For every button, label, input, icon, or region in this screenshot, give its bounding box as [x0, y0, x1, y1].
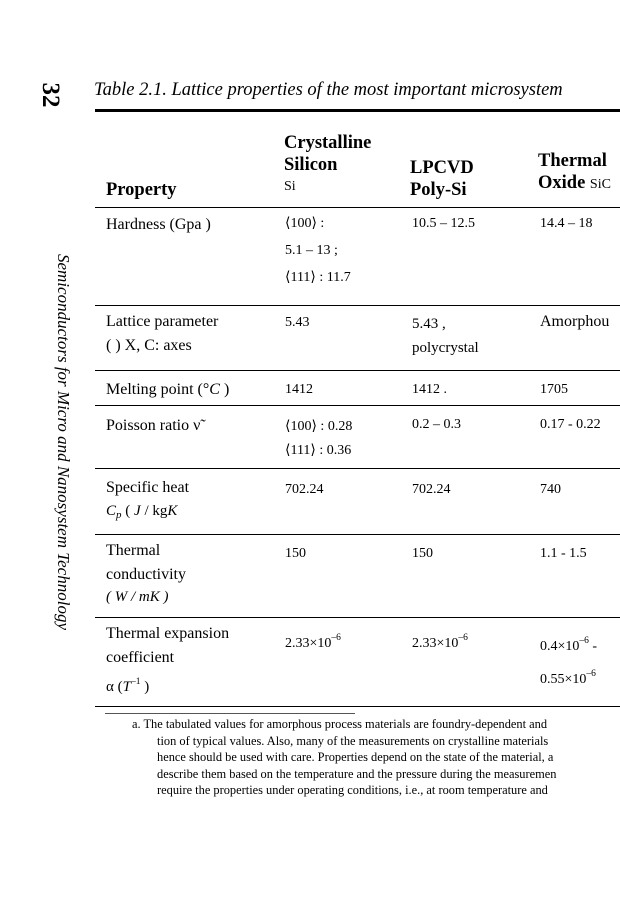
- footnote-rule: [105, 713, 355, 714]
- thermal-expansion-c1-exp: –6: [331, 633, 341, 643]
- thermal-expansion-c3-line1-base: 0.4×10: [540, 639, 580, 654]
- table-caption: Table 2.1. Lattice properties of the most important microsystem: [94, 80, 563, 100]
- row-thermal-expansion-polysi: [412, 630, 468, 657]
- thermal-expansion-T-exp: –1: [130, 677, 141, 687]
- lattice-c2-line2: polycrystal: [412, 339, 479, 356]
- row-thermal-conductivity-oxide: 1.1 - 1.5: [540, 546, 587, 561]
- footnote-line: describe them based on the temperature and the pressure during the measuremen: [157, 766, 557, 781]
- row-divider: [95, 370, 620, 371]
- melting-label-unit: C: [209, 381, 220, 398]
- row-hardness-label: Hardness (Gpa ): [106, 216, 211, 233]
- specific-heat-label-line1: Specific heat: [106, 479, 190, 496]
- lattice-label-line2: ( ) X, C: axes: [106, 336, 192, 354]
- row-poisson-label: Poisson ratio ν̃: [106, 417, 201, 434]
- row-thermal-conductivity-crystalline: 150: [285, 546, 306, 561]
- row-melting-label: [106, 378, 229, 402]
- header-col1-line2: Silicon: [284, 155, 338, 175]
- header-crystalline-silicon: [284, 132, 371, 198]
- header-col3-sub: SiC: [589, 177, 611, 192]
- row-thermal-conductivity-polysi: 150: [412, 546, 433, 561]
- thermal-expansion-alpha: α (: [106, 679, 123, 695]
- footnote-line: hence should be used with care. Properties depend on the state of the material, a: [157, 750, 554, 764]
- thermal-expansion-c1-base: 2.33×10: [285, 636, 332, 651]
- header-thermal-oxide: [538, 150, 611, 196]
- footnote-line: tion of typical values. Also, many of the measurements on crystalline materials: [157, 733, 549, 748]
- thermal-expansion-c2-exp: –6: [458, 633, 468, 643]
- poisson-c1-line1: ⟨100⟩ : 0.28: [285, 419, 353, 434]
- header-col3-line1: Thermal: [538, 151, 607, 171]
- row-divider: [95, 305, 620, 306]
- row-specific-heat-label: [106, 476, 189, 523]
- row-specific-heat-crystalline: 702.24: [285, 482, 324, 497]
- row-divider: [95, 405, 620, 406]
- thermal-expansion-close: ): [140, 679, 150, 695]
- running-head: Semiconductors for Micro and Nanosystem Technology: [54, 253, 73, 630]
- table-bottom-rule: [95, 706, 620, 707]
- header-col2-line1: LPCVD: [410, 158, 474, 178]
- row-specific-heat-oxide: 740: [540, 482, 561, 497]
- table-top-rule: [95, 109, 620, 112]
- specific-heat-unit-K: K: [167, 502, 178, 519]
- thermal-expansion-T: T: [122, 679, 131, 695]
- row-lattice-crystalline: 5.43: [285, 315, 310, 330]
- melting-label-text: Melting point (°: [106, 381, 210, 398]
- hardness-c1-line1: ⟨100⟩ :: [285, 216, 325, 231]
- row-melting-crystalline: 1412: [285, 382, 313, 397]
- row-thermal-conductivity-label: [106, 539, 186, 610]
- hardness-c1-line2: 5.1 – 13 ;: [285, 243, 338, 258]
- row-poisson-oxide: 0.17 - 0.22: [540, 417, 601, 432]
- row-hardness-oxide: 14.4 – 18: [540, 216, 593, 231]
- row-divider: [95, 534, 620, 535]
- thermal-expansion-label-line1: Thermal expansion: [106, 625, 230, 642]
- thermal-expansion-c3-line2-base: 0.55×10: [540, 672, 587, 687]
- footnote-line: a. The tabulated values for amorphous process materials are foundry-dependent and: [132, 717, 548, 731]
- row-hardness-crystalline: [285, 210, 351, 291]
- page-number: 32: [37, 82, 64, 108]
- table-footnote: [132, 716, 620, 799]
- row-thermal-expansion-oxide: [540, 630, 597, 696]
- row-melting-polysi: 1412 .: [412, 382, 447, 397]
- thermal-expansion-label-line2: coefficient: [106, 648, 175, 666]
- header-col3-line2: Oxide: [538, 173, 586, 193]
- specific-heat-unit-open: (: [121, 502, 135, 519]
- row-melting-oxide: 1705: [540, 382, 568, 397]
- thermal-expansion-c3-line2-exp: –6: [586, 669, 596, 679]
- row-poisson-polysi: 0.2 – 0.3: [412, 417, 461, 432]
- specific-heat-unit-slash: / kg: [140, 502, 168, 519]
- header-col2-line2: Poly-Si: [410, 180, 467, 200]
- thermal-expansion-c3-line1-tail: -: [588, 639, 598, 654]
- specific-heat-sym-sub: p: [116, 508, 122, 521]
- row-lattice-oxide: Amorphou: [540, 313, 610, 330]
- header-col1-sub: Si: [284, 179, 296, 194]
- footnote-line: require the properties under operating conditions, i.e., at room temperature and: [157, 783, 548, 797]
- lattice-c2-line1: 5.43 ,: [412, 316, 446, 332]
- specific-heat-unit-J: J: [134, 502, 141, 519]
- row-specific-heat-polysi: 702.24: [412, 482, 451, 497]
- row-hardness-polysi: 10.5 – 12.5: [412, 216, 475, 231]
- row-lattice-polysi: [412, 313, 479, 360]
- thermal-expansion-c3-line1-exp: –6: [579, 636, 589, 646]
- poisson-c1-line2: ⟨111⟩ : 0.36: [285, 442, 352, 458]
- row-thermal-expansion-label: [106, 622, 229, 700]
- header-col1-line1: Crystalline: [284, 133, 372, 153]
- row-thermal-expansion-crystalline: [285, 630, 341, 657]
- header-property: Property: [106, 180, 177, 200]
- thermal-conductivity-label-line2: conductivity: [106, 565, 186, 583]
- row-divider: [95, 207, 620, 208]
- row-divider: [95, 617, 620, 618]
- row-lattice-label: [106, 310, 218, 357]
- header-lpcvd-polysi: [410, 157, 474, 201]
- thermal-conductivity-label-line3: ( W / mK ): [106, 589, 169, 605]
- melting-label-close: ): [219, 381, 230, 398]
- thermal-conductivity-label-line1: Thermal: [106, 542, 161, 559]
- specific-heat-sym: C: [106, 502, 117, 519]
- row-poisson-crystalline: [285, 415, 352, 462]
- row-divider: [95, 468, 620, 469]
- thermal-expansion-c2-base: 2.33×10: [412, 636, 459, 651]
- lattice-label-line1: Lattice parameter: [106, 313, 219, 330]
- hardness-c1-line3: ⟨111⟩ : 11.7: [285, 270, 351, 285]
